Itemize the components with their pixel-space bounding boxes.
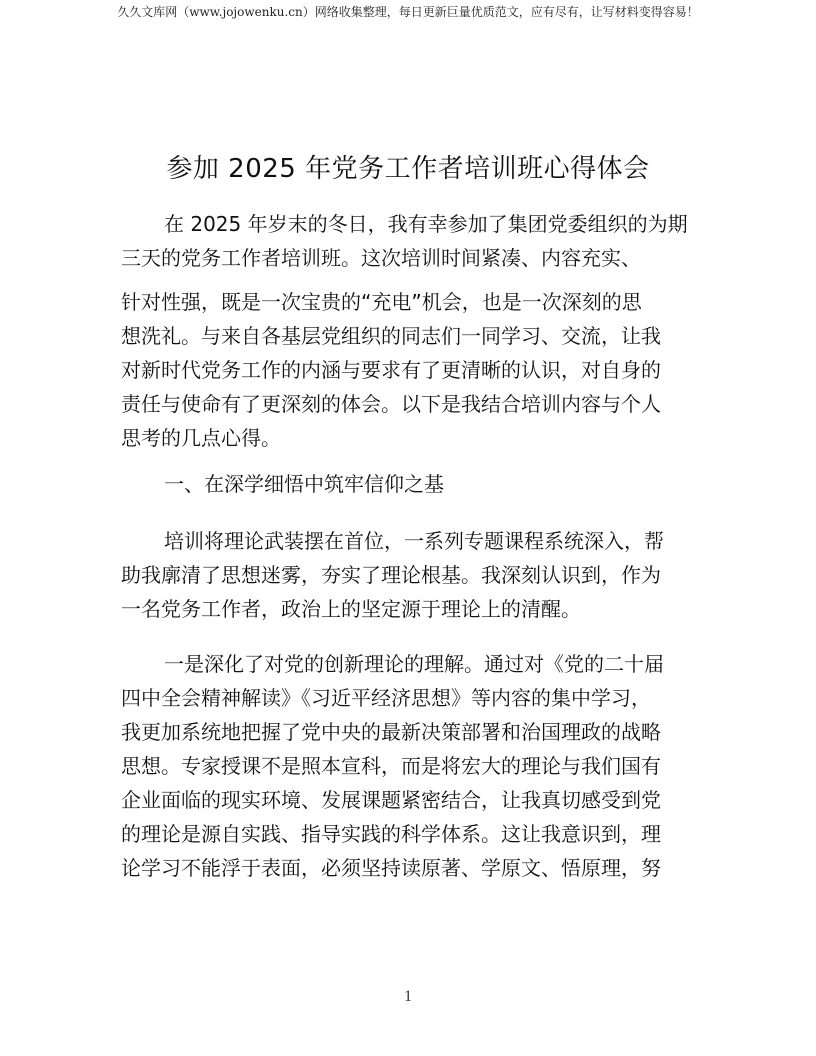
paragraph-section-1-intro bbox=[121, 524, 697, 626]
paragraph-line: 一是深化了对党的创新理论的理解。通过对《党的二十届 bbox=[164, 652, 664, 676]
document-title: 参加 2025 年党务工作者培训班心得体会 bbox=[166, 154, 650, 184]
paragraph-line: 三天的党务工作者培训班。这次培训时间紧凑、内容充实、 bbox=[121, 246, 641, 270]
source-header-note: 久久文库网（www.jojowenku.cn）网络收集整理，每日更新巨量优质范文，应有尽有，让写材料变得容易！ bbox=[117, 5, 699, 19]
paragraph-line: 的理论是源自实践、指导实践的科学体系。这让我意识到，理 bbox=[121, 822, 661, 846]
paragraph-line: 助我廓清了思想迷雾，夯实了理论根基。我深刻认识到，作为 bbox=[121, 563, 661, 587]
paragraph-line: 我更加系统地把握了党中央的最新决策部署和治国理政的战略 bbox=[121, 720, 661, 744]
paragraph-intro-2 bbox=[121, 285, 697, 455]
paragraph-line: 对新时代党务工作的内涵与要求有了更清晰的认识，对自身的 bbox=[121, 358, 661, 382]
page-number: 1 bbox=[404, 988, 412, 1005]
paragraph-line: 思想。专家授课不是照本宣科，而是将宏大的理论与我们国有 bbox=[121, 754, 661, 778]
section-heading-1 bbox=[121, 467, 697, 501]
paragraph-line: 一名党务工作者，政治上的坚定源于理论上的清醒。 bbox=[121, 597, 581, 621]
paragraph-line: 针对性强，既是一次宝贵的“充电”机会，也是一次深刻的思 bbox=[121, 290, 642, 314]
paragraph-line: 四中全会精神解读》《习近平经济思想》等内容的集中学习， bbox=[121, 686, 651, 710]
paragraph-line: 企业面临的现实环境、发展课题紧密结合，让我真切感受到党 bbox=[121, 788, 661, 812]
paragraph-line: 责任与使命有了更深刻的体会。以下是我结合培训内容与个人 bbox=[121, 392, 661, 416]
paragraph-line: 想洗礼。与来自各基层党组织的同志们一同学习、交流，让我 bbox=[121, 324, 661, 348]
section-heading-text: 一、在深学细悟中筑牢信仰之基 bbox=[164, 472, 444, 496]
paragraph-section-1-point-1 bbox=[121, 647, 697, 885]
paragraph-line: 论学习不能浮于表面，必须坚持读原著、学原文、悟原理，努 bbox=[121, 856, 661, 880]
paragraph-intro-1 bbox=[121, 207, 697, 275]
paragraph-line: 思考的几点心得。 bbox=[121, 426, 281, 450]
paragraph-line: 培训将理论武装摆在首位，一系列专题课程系统深入，帮 bbox=[164, 529, 664, 553]
paragraph-line: 在 2025 年岁末的冬日，我有幸参加了集团党委组织的为期 bbox=[164, 212, 688, 236]
